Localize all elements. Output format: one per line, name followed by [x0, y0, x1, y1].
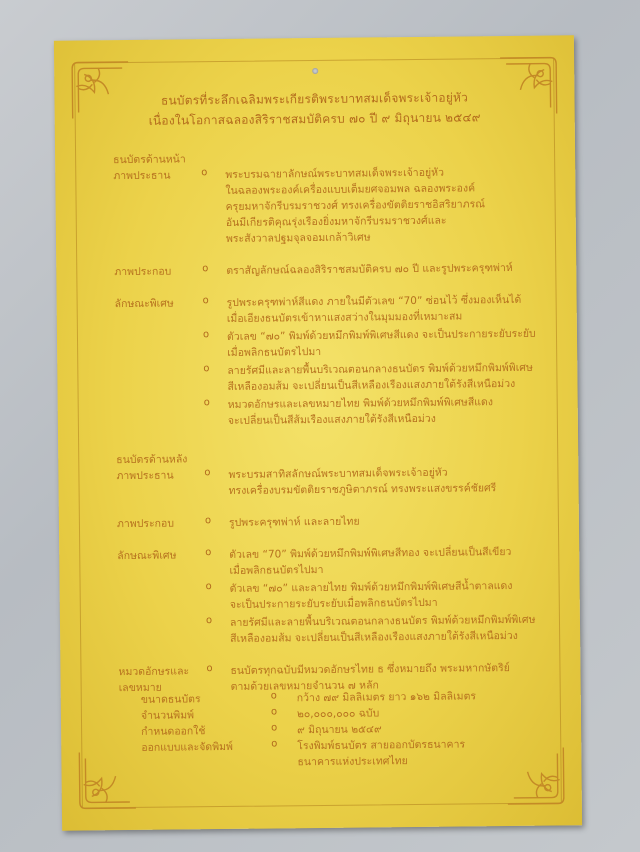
back-bullet: o [205, 547, 212, 559]
front-item-line: ตราสัญลักษณ์ฉลองสิริราชสมบัติครบ ๗๐ ปี และรูปพระครุฑพ่าห์ [226, 261, 513, 277]
front-bullet: o [201, 167, 208, 179]
spec-value: ธนาคารแห่งประเทศไทย [297, 755, 408, 769]
spec-bullet: o [271, 738, 278, 750]
back-item-line: พระบรมสาทิสลักษณ์พระบาทสมเด็จพระเจ้าอยู่หัว [228, 466, 448, 481]
front-item-line: ในฉลองพระองค์เครื่องแบบเต็มยศจอมพล ฉลองพระองค์ [225, 182, 476, 197]
spec-value: ๙ มิถุนายน ๒๕๔๙ [297, 723, 382, 737]
front-heading: ธนบัตรด้านหน้า [113, 153, 186, 167]
back-heading: ธนบัตรด้านหลัง [116, 453, 188, 467]
front-bullet: o [202, 329, 210, 341]
front-item-line: ลายรัศมีและลายพื้นบริเวณตอนกลางธนบัตร พิมพ์ด้วยหมึกพิมพ์พิเศษ [227, 361, 533, 377]
spec-value: โรงพิมพ์ธนบัตร สายออกบัตรธนาคาร [297, 738, 466, 753]
front-item-line: รูปพระครุฑพ่าห์สีแดง ภายในมีตัวเลข “70” ซ่อนไว้ ซึ่งมองเห็นได้ [226, 293, 522, 309]
back-section-label: ภาพประธาน [116, 469, 174, 483]
front-section-label: ลักษณะพิเศษ [114, 297, 174, 311]
front-item-line: สีเหลืองอมส้ม จะเปลี่ยนเป็นสีเหลืองเรืองแสงภายใต้รังสีเหนือม่วง [227, 377, 516, 393]
back-bullet: o [204, 467, 211, 479]
back-item-line: เมื่อพลิกธนบัตรไปมา [229, 563, 324, 577]
corner-ornament-icon [68, 58, 133, 123]
front-bullet: o [203, 397, 210, 409]
title-line-2: เนื่องในโอกาสฉลองสิริราชสมบัติครบ ๗๐ ปี ๙ มิถุนายน ๒๕๔๙ [148, 110, 481, 128]
corner-ornament-icon [496, 53, 561, 118]
pin-hole [312, 68, 318, 74]
front-section-label: ภาพประธาน [113, 169, 171, 183]
commemorative-card [54, 35, 582, 830]
spec-bullet: o [270, 706, 278, 718]
corner-ornament-icon [503, 743, 568, 808]
back-section-label: หมวดอักษรและ [118, 665, 190, 679]
spec-label: ขนาดธนบัตร [140, 693, 201, 706]
back-item-line: ตัวเลข “70” พิมพ์ด้วยหมึกพิมพ์พิเศษสีทอง จะเปลี่ยนเป็นสีเขียว [229, 545, 512, 561]
spec-bullet: o [270, 690, 277, 702]
front-section-label: ภาพประกอบ [114, 265, 172, 279]
spec-label: ออกแบบและจัดพิมพ์ [141, 740, 234, 754]
front-item-line: ตัวเลข “๗๐” พิมพ์ด้วยหมึกพิมพ์พิเศษสีแดง จะเป็นประกายระยับระยับ [226, 327, 536, 343]
front-bullet: o [202, 295, 209, 307]
front-bullet: o [203, 363, 210, 375]
back-section-label: ลักษณะพิเศษ [117, 549, 177, 563]
back-bullet: o [205, 615, 213, 627]
front-bullet: o [202, 263, 209, 275]
spec-label: กำหนดออกใช้ [141, 725, 206, 738]
front-item-line: ครุยมหาจักรีบรมราชวงศ์ ทรงเครื่องขัตติยราชอิสริยาภรณ์ [225, 198, 486, 213]
back-item-line: ทรงเครื่องบรมขัตติยราชภูษิตาภรณ์ ทรงพระแสงขรรค์ชัยศรี [228, 482, 497, 497]
back-item-line: ลายรัศมีและลายพื้นบริเวณตอนกลางธนบัตร พิมพ์ด้วยหมึกพิมพ์พิเศษ [229, 613, 536, 629]
title-line-1: ธนบัตรที่ระลึกเฉลิมพระเกียรติพระบาทสมเด็จพระเจ้าอยู่หัว [160, 90, 469, 108]
front-item-line: เมื่อพลิกธนบัตรไปมา [227, 345, 322, 359]
back-item-line: รูปพระครุฑพ่าห์ และลายไทย [228, 515, 360, 529]
front-item-line: พระบรมฉายาลักษณ์พระบาทสมเด็จพระเจ้าอยู่หัว [225, 166, 445, 181]
back-item-line: สีเหลืองอมส้ม จะเปลี่ยนเป็นสีเหลืองเรืองแสงภายใต้รังสีเหนือม่วง [230, 629, 518, 645]
back-bullet: o [205, 581, 212, 593]
spec-label: จำนวนพิมพ์ [140, 709, 195, 722]
back-section-label: ภาพประกอบ [116, 517, 175, 531]
back-section-label: เลขหมาย [118, 681, 162, 695]
back-item-line: ตามด้วยเลขหมายจำนวน ๗ หลัก [230, 679, 379, 693]
front-item-line: จะเปลี่ยนเป็นสีส้มเรืองแสงภายใต้รังสีเหนือม่วง [227, 412, 436, 427]
spec-bullet: o [271, 722, 278, 734]
front-item-line: เมื่อเอียงธนบัตรเข้าหาแสงสว่างในมุมมองที่เหมาะสม [226, 310, 463, 325]
spec-value: กว้าง ๗๙ มิลลิเมตร ยาว ๑๖๒ มิลลิเมตร [296, 690, 477, 705]
back-bullet: o [206, 663, 213, 675]
back-item-line: ธนบัตรทุกฉบับมีหมวดอักษรไทย ธ ซึ่งหมายถึง พระมหากษัตริย์ [230, 662, 510, 677]
front-item-line: พระสังวาลปฐมจุลจอมเกล้าวิเศษ [225, 231, 371, 245]
spec-value: ๒๐,๐๐๐,๐๐๐ ฉบับ [296, 707, 380, 721]
front-item-line: หมวดอักษรและเลขหมายไทย พิมพ์ด้วยหมึกพิมพ์พิเศษสีแดง [227, 396, 493, 411]
corner-ornament-icon [75, 748, 140, 813]
front-item-line: อันมีเกียรติคุณรุ่งเรืองยิ่งมหาจักรีบรมราชวงศ์และ [225, 214, 447, 229]
back-bullet: o [204, 515, 212, 527]
back-item-line: จะเป็นประกายระยับระยับเมื่อพลิกธนบัตรไปมา [229, 596, 438, 611]
back-item-line: ตัวเลข “๗๐” และลายไทย พิมพ์ด้วยหมึกพิมพ์พิเศษสีน้ำตาลแดง [229, 579, 513, 595]
